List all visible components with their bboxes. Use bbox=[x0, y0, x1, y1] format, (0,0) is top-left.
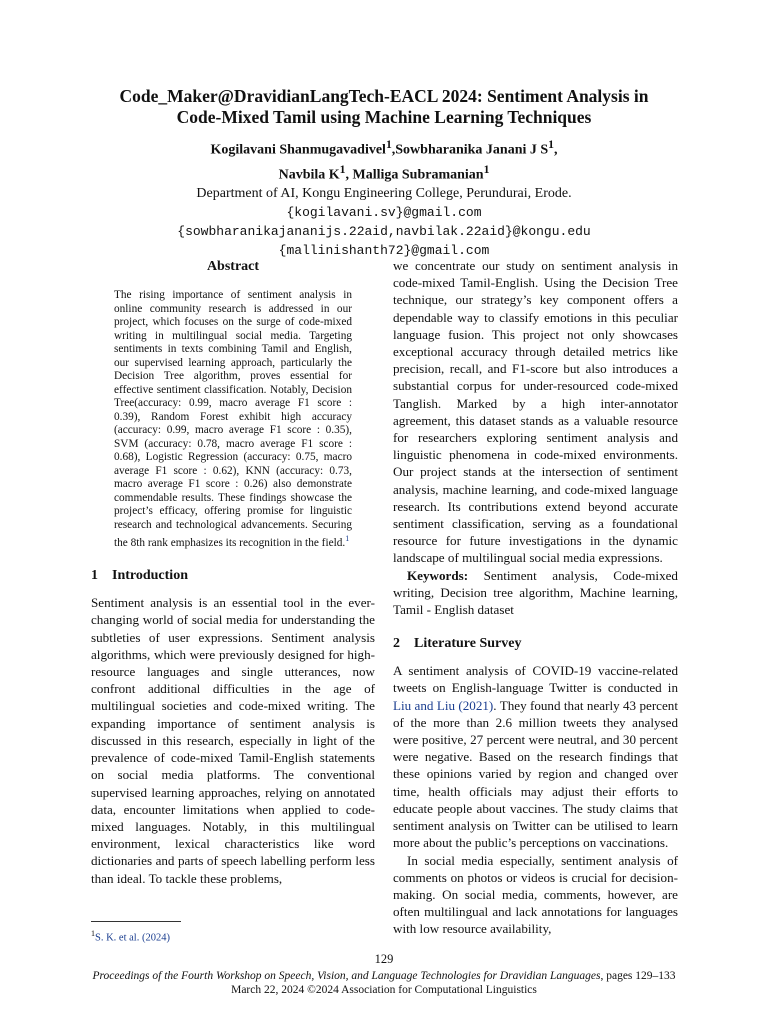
intro-number: 1 bbox=[91, 568, 98, 584]
left-column bbox=[91, 257, 375, 887]
author-2-sup: 1 bbox=[548, 138, 554, 151]
title-line-1: Code_Maker@DravidianLangTech-EACL 2024: Sentiment Analysis in bbox=[119, 86, 649, 106]
page-number: 129 bbox=[374, 952, 394, 966]
keywords-text: Sentiment analysis, Code-mixed writing, Decision tree algorithm, Machine learning, Tamil - English dataset bbox=[393, 567, 678, 618]
abstract-body: The rising importance of sentiment analysis in online community research is addressed in our project, which focuses on the surge of code-mixed writing in multilingual social media. Targeting sentiments in texts combining Tamil and English, our supervised learning approach, particularly the Decision Tree algorithm, proves essential for effective sentiment classification. Notably, Decision Tree(accuracy: 0.99, macro average F1 score : 0.39), Random Forest exhibit high accuracy (accuracy: 0.99, macro average F1 score : 0.35), SVM (accuracy: 0.78, macro average F1 score : 0.68), Logistic Regression (accuracy: 0.75, macro average F1 score : 0.62), KNN (accuracy: 0.73, macro average F1 score : 0.26) also demonstrate commendable results. These findings showcase the project’s efficacy, offering promise for linguistic research and technological advancements. Securing the 8th rank emphasizes its recognition in the field. bbox=[114, 289, 352, 549]
footnote-citation-link[interactable]: S. K. et al. (2024) bbox=[95, 932, 170, 944]
citation-link[interactable]: Liu and Liu (2021) bbox=[393, 697, 494, 713]
author-1-sup: 1 bbox=[385, 138, 392, 151]
author-3: Navbila K bbox=[278, 167, 340, 183]
affiliation: Department of AI, Kongu Engineering College, Perundurai, Erode. bbox=[196, 186, 572, 202]
intro-paragraph: Sentiment analysis is an essential tool in the ever-changing world of social media for understanding the subtleties of user expressions. Sentiment analysis algorithms, which were previously designed for high-resource languages and single utterances, now confront additional difficulties in the age of multilingual societies and code-mixed writing. The expanding importance of sentiment analysis is discussed in this research, especially in light of the prevalence of code-mixed Tamil-English statements on social media platforms. The conventional supervised learning approaches, relying on annotated data, encounter limitations when applied to code-mixed languages. Notably, in this multilingual environment, lexical characteristics like word dictionaries and parts of speech labelling perform less than ideal. To tackle these problems, bbox=[91, 595, 375, 886]
author-2: ,Sowbharanika Janani J S bbox=[391, 142, 549, 158]
author-3-sup: 1 bbox=[339, 162, 346, 176]
email-line-1: {kogilavani.sv}@gmail.com bbox=[286, 205, 482, 221]
lit-heading bbox=[393, 634, 678, 654]
email-line-2: {sowbharanikajananijs.22aid,navbilak.22aid}@kongu.edu bbox=[177, 224, 591, 240]
author-4-sup: 1 bbox=[483, 162, 490, 176]
footer-line-1 bbox=[40, 969, 728, 983]
footnote bbox=[91, 927, 170, 945]
lit-paragraph-2: In social media especially, sentiment analysis of comments on photos or videos is crucial for decision-making. On social media, comments, however, are often multilingual and lack annotations for languages with low resource availability, bbox=[393, 852, 678, 937]
footnote-mark: 1 bbox=[91, 929, 95, 938]
author-names-line-1 bbox=[60, 135, 708, 160]
abstract-text bbox=[114, 289, 352, 550]
author-names-line-2 bbox=[60, 160, 708, 185]
keywords-label: Keywords: bbox=[407, 567, 469, 583]
footer-venue: Proceedings of the Fourth Workshop on Speech, Vision, and Language Technologies for Dravidian Languages bbox=[92, 970, 601, 982]
author-4: , Malliga Subramanian bbox=[345, 167, 484, 183]
paper-title bbox=[60, 86, 708, 128]
abstract-footnote-mark[interactable]: 1 bbox=[345, 534, 350, 543]
title-line-2: Code-Mixed Tamil using Machine Learning Techniques bbox=[176, 107, 592, 127]
footer-date: March 22, 2024 ©2024 Association for Computational Linguistics bbox=[231, 984, 537, 996]
abstract-heading: Abstract bbox=[206, 259, 260, 274]
author-separator: , bbox=[554, 142, 558, 158]
right-column bbox=[393, 257, 678, 938]
intro-heading bbox=[91, 566, 375, 586]
lit-title: Literature Survey bbox=[414, 636, 522, 652]
lit-paragraph-1 bbox=[393, 662, 678, 851]
author-1: Kogilavani Shanmugavadivel bbox=[210, 142, 386, 158]
lit-number: 2 bbox=[393, 636, 400, 652]
email-line-3: {mallinishanth72}@gmail.com bbox=[278, 243, 490, 259]
footnote-rule bbox=[91, 921, 181, 922]
footer-pages: , pages 129–133 bbox=[600, 970, 676, 982]
proceedings-footer bbox=[40, 969, 728, 997]
intro-continued-paragraph: we concentrate our study on sentiment analysis in code-mixed Tamil-English. Using the Decision Tree technique, our strategy’s key component offers a dependable way to classify emotions in this peculiar language fusion. This project not only showcases exceptional accuracy through detailed metrics like precision, recall, and F1-score but also introduces a substantial corpus for under-resourced code-mixed Tanglish. Marked by a high inter-annotator agreement, this dataset stands as a valuable resource for researchers exploring sentiment analysis and linguistic phenomena in code-mixed environments. Our project stands at the intersection of sentiment analysis, machine learning, and code-mixed language research. Its contributions extend beyond accurate sentiment classification, serving as a foundational resource for future investigations in the dynamic landscape of multilingual social media expressions. bbox=[393, 258, 678, 566]
intro-title: Introduction bbox=[112, 568, 188, 584]
keywords-paragraph bbox=[393, 567, 678, 619]
author-block bbox=[60, 135, 708, 260]
lit-p1-after: . They found that nearly 43 percent of the more than 2.6 million tweets they analysed were positive, 27 percent were neutral, and 30 percent were negative. Based on the research findings that these opinions varied by region and changed over time, health officials may adjust their efforts to educate people about vaccines. The study claims that sentiment analysis on Twitter can be utilised to learn more about the public’s perceptions on vaccinations. bbox=[393, 697, 678, 851]
lit-p1-before: A sentiment analysis of COVID-19 vaccine-related tweets on English-language Twitter is conducted in bbox=[393, 663, 678, 696]
